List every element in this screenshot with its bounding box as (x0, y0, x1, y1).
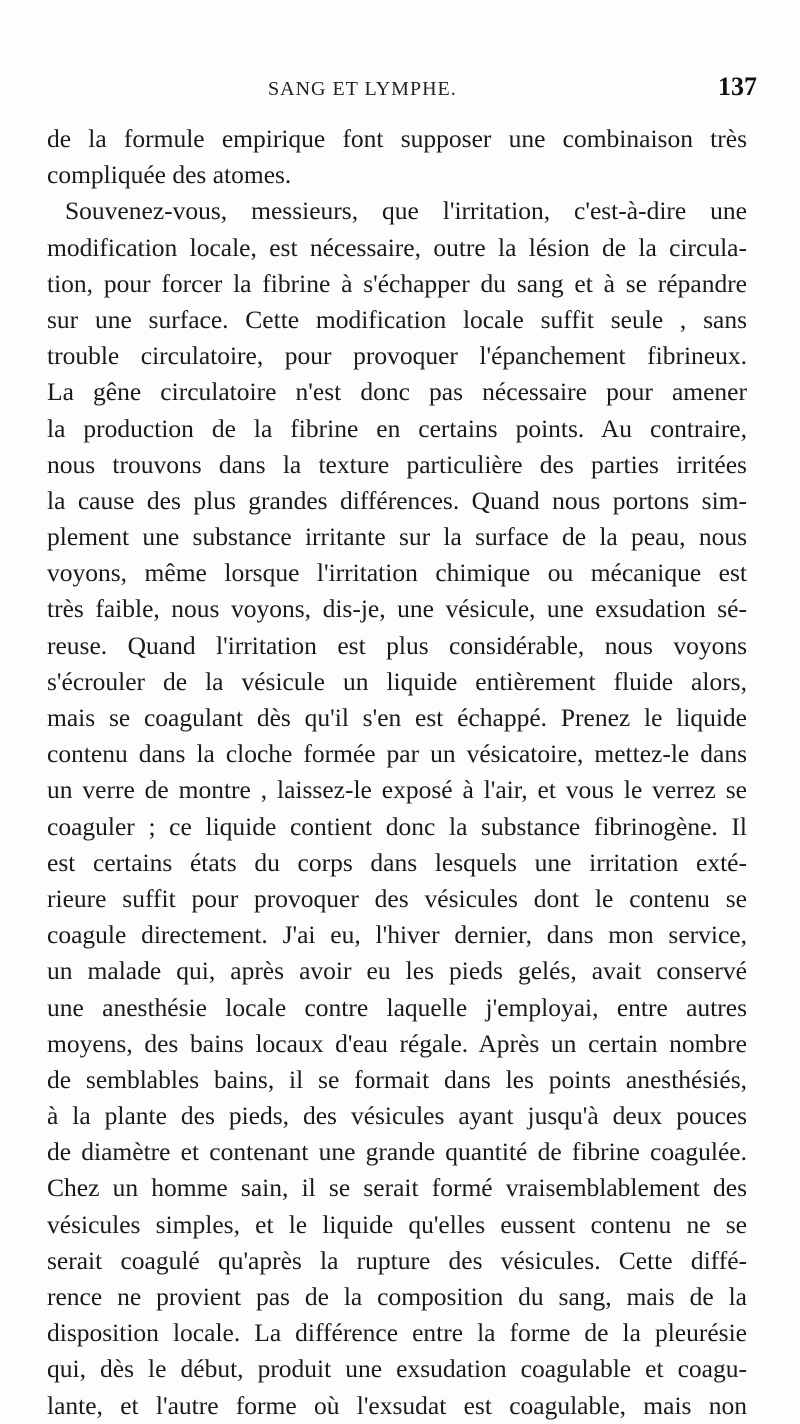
text-line: est certains états du corps dans lesquels une irritation exté- (47, 847, 747, 877)
text-line: Chez un homme sain, il se serait formé vraisemblablement des (47, 1173, 747, 1203)
text-line: coagule directement. J'ai eu, l'hiver dernier, dans mon service, (47, 920, 747, 950)
text-line: rence ne provient pas de la composition du sang, mais de la (47, 1282, 747, 1311)
text-line: Souvenez-vous, messieurs, que l'irritation, c'est-à-dire une (65, 196, 747, 226)
text-line: modification locale, est nécessaire, outre la lésion de la circula- (47, 232, 747, 262)
text-line: plement une substance irritante sur la surface de la peau, nous (47, 522, 747, 552)
text-line: lante, et l'autre forme où l'exsudat est coagulable, mais non (47, 1390, 747, 1420)
text-line: un verre de montre , laissez-le exposé à l'air, et vous le verrez se (47, 775, 747, 805)
text-line: la cause des plus grandes différences. Quand nous portons sim- (47, 485, 747, 515)
text-line: très faible, nous voyons, dis-je, une vésicule, une exsudation sé- (47, 594, 747, 624)
text-line: à la plante des pieds, des vésicules ayant jusqu'à deux pouces (47, 1101, 747, 1131)
text-line: serait coagulé qu'après la rupture des vésicules. Cette diffé- (47, 1245, 747, 1275)
text-line: trouble circulatoire, pour provoquer l'épanchement fibrineux. (47, 341, 747, 371)
text-line: de la formule empirique font supposer une combinaison très (47, 124, 747, 153)
text-line: qui, dès le début, produit une exsudation coagulable et coagu- (47, 1354, 747, 1384)
text-line: voyons, même lorsque l'irritation chimique ou mécanique est (47, 558, 747, 588)
text-line: s'écrouler de la vésicule un liquide entièrement fluide alors, (47, 666, 747, 696)
text-line: La gêne circulatoire n'est donc pas nécessaire pour amener (47, 377, 747, 407)
text-line: de semblables bains, il se formait dans les points anesthésiés, (47, 1064, 747, 1094)
text-line: moyens, des bains locaux d'eau régale. Après un certain nombre (47, 1028, 747, 1058)
text-line: un malade qui, après avoir eu les pieds gelés, avait conservé (47, 956, 747, 986)
text-line: reuse. Quand l'irritation est plus considérable, nous voyons (47, 630, 747, 660)
text-line: sur une surface. Cette modification locale suffit seule , sans (47, 304, 747, 334)
text-line: nous trouvons dans la texture particulière des parties irritées (47, 449, 747, 479)
text-line: la production de la fibrine en certains points. Au contraire, (47, 413, 747, 443)
text-line: une anesthésie locale contre laquelle j'employai, entre autres (47, 992, 747, 1022)
text-line: vésicules simples, et le liquide qu'elles eussent contenu ne se (47, 1209, 747, 1239)
text-line: compliquée des atomes. (47, 160, 292, 190)
page-number: 137 (718, 72, 757, 101)
text-line: coaguler ; ce liquide contient donc la substance fibrinogène. Il (47, 811, 747, 841)
running-title: SANG ET LYMPHE. (268, 78, 457, 100)
text-line: tion, pour forcer la fibrine à s'échapper du sang et à se répandre (47, 268, 747, 298)
text-line: de diamètre et contenant une grande quantité de fibrine coagulée. (47, 1137, 747, 1167)
text-line: mais se coagulant dès qu'il s'en est échappé. Prenez le liquide (47, 703, 747, 732)
text-line: disposition locale. La différence entre la forme de la pleurésie (47, 1318, 747, 1348)
body-text (47, 121, 747, 1424)
text-line: rieure suffit pour provoquer des vésicules dont le contenu se (47, 883, 747, 913)
text-line: contenu dans la cloche formée par un vésicatoire, mettez-le dans (47, 739, 747, 769)
